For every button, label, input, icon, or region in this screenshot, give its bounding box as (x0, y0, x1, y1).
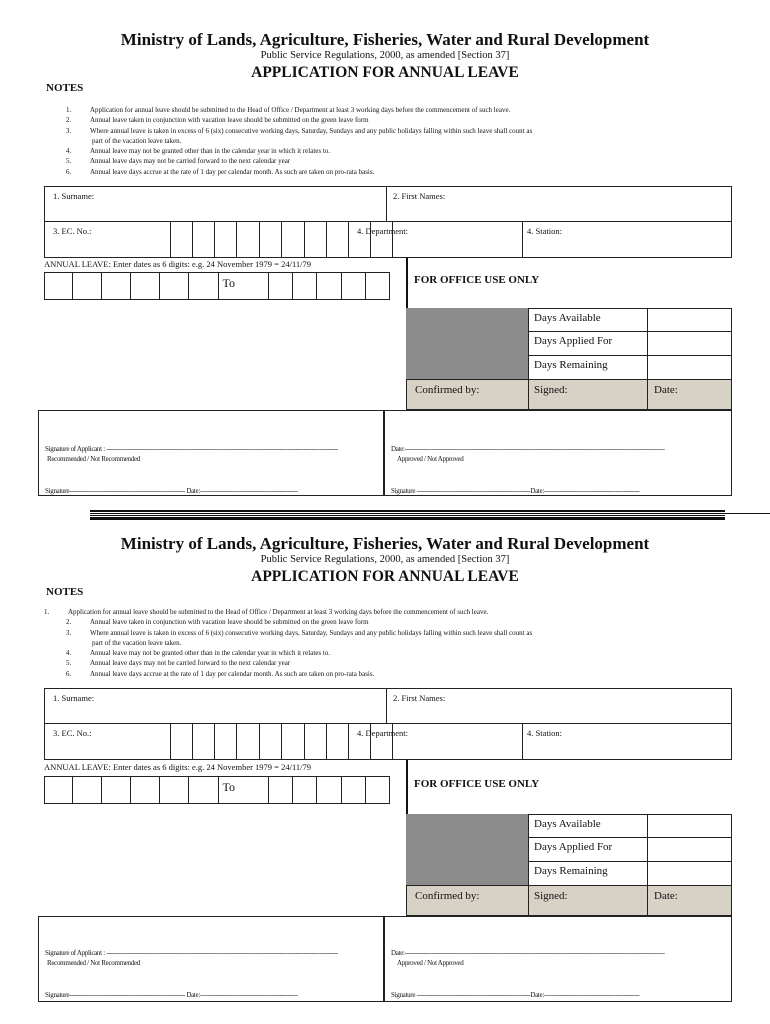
approver-signature-line[interactable]: Signature --------------------------------------------------------Date:----------------------------------------------- (391, 991, 640, 999)
days-applied-label: Days Applied For (534, 841, 613, 853)
days-available-label: Days Available (534, 312, 601, 324)
date-label: Date: (654, 890, 678, 902)
days-available-field[interactable] (647, 308, 732, 332)
office-use-table (406, 814, 732, 916)
notes-heading: NOTES (46, 586, 84, 598)
recommender-signature-line[interactable]: Signature--------------------------------------------------------- Date:------------------------------------------------ (45, 487, 298, 495)
recommended-label: Recommended / Not Recommended (47, 455, 140, 463)
to-label: To (222, 276, 235, 290)
approval-date-line[interactable]: Date:-------------------------------------------------------------------------------------------------------------------------------- (391, 445, 665, 453)
ministry-title: Ministry of Lands, Agriculture, Fisheries, Water and Rural Development (120, 30, 650, 49)
regulation-subtitle: Public Service Regulations, 2000, as amended [Section 37] (260, 50, 510, 61)
surname-label: 1. Surname: (53, 191, 95, 201)
applicant-signature-line[interactable]: Signature of Applicant : ------------------------------------------------------------------------------------------------------------------ (45, 949, 338, 957)
approved-label: Approved / Not Approved (397, 959, 464, 967)
ec-number-label: 3. EC. No.: (53, 728, 92, 738)
office-use-heading: FOR OFFICE USE ONLY (414, 274, 540, 286)
station-label: 4. Station: (527, 226, 562, 236)
recommended-label: Recommended / Not Recommended (47, 959, 140, 967)
confirmed-by-label: Confirmed by: (415, 384, 480, 396)
signed-label: Signed: (534, 890, 568, 902)
ec-row (44, 724, 732, 760)
leave-dates-field[interactable] (44, 272, 390, 300)
regulation-subtitle: Public Service Regulations, 2000, as amended [Section 37] (260, 554, 510, 565)
surname-field[interactable] (115, 703, 375, 719)
surname-field[interactable] (115, 201, 375, 217)
approver-signature-line[interactable]: Signature --------------------------------------------------------Date:----------------------------------------------- (391, 487, 640, 495)
first-names-label: 2. First Names: (393, 191, 446, 201)
to-label: To (222, 780, 235, 794)
annual-leave-instructions: ANNUAL LEAVE: Enter dates as 6 digits: e.g. 24 November 1979 = 24/11/79 (44, 259, 311, 269)
days-remaining-label: Days Remaining (534, 865, 608, 877)
date-label: Date: (654, 384, 678, 396)
days-remaining-field[interactable] (647, 861, 732, 886)
applicant-signature-line[interactable]: Signature of Applicant : ------------------------------------------------------------------------------------------------------------------ (45, 445, 338, 453)
office-use-table (406, 308, 732, 410)
form-title: APPLICATION FOR ANNUAL LEAVE (251, 64, 519, 81)
leave-form-1: Ministry of Lands, Agriculture, Fisheries, Water and Rural Development Public Service Regulations, 2000, as amended [Section 37] APPLICATION FOR ANNUAL LEAVE NOTES 1. Application for annual leave should be submitted to the Head of Office / Department at least 3 working days before the commencement of such leave. 2. Annual leave taken in conjunction with vacation leave should be submitted on the green leave form 3. Where annual leave is taken in excess of 6 (six) consecutive working days, Saturday, Sundays and any public holidays falling within such leave shall count as part of the vacation leave taken. 4. Annual leave may not be granted other than in the calendar year in which it relates to. 5. Annual leave days may not be carried forward to the next calendar year 6. Annual leave days accrue at the rate of 1 day per calendar month. As such are taken on pro-rata basis. 1. Surname: 2. First Names: 3. EC. No.: 4. Department: 4. Station: ANNUAL LEAVE: Enter dates as 6 digits: e.g. 24 November 1979 = 24/11/79 To FOR OFFICE USE ONLY Days Available Days Applied For Days Remaining Confirmed by: Signed: Date: Signature of Applicant : ------------------------------------------------------------------------------------------------------------------ Recommended / Not Recommended Signature--------------------------------------------------------- Date:------------------------------------------------ Date:-------------------------------------------------------------------------------------------------------------------------------- Approved / Not Approved Signature --------------------------------------------------------Date:----------------------------------------------- (0, 0, 770, 500)
name-row (44, 186, 732, 222)
name-row (44, 688, 732, 724)
days-applied-field[interactable] (647, 331, 732, 356)
form-title: APPLICATION FOR ANNUAL LEAVE (251, 568, 519, 585)
approver-signature-box (384, 916, 732, 1002)
signed-label: Signed: (534, 384, 568, 396)
applicant-signature-box (38, 916, 384, 1002)
station-label: 4. Station: (527, 728, 562, 738)
days-remaining-field[interactable] (647, 355, 732, 380)
approved-label: Approved / Not Approved (397, 455, 464, 463)
department-label: 4. Department: (357, 226, 408, 236)
ec-row (44, 222, 732, 258)
notes-heading: NOTES (46, 82, 84, 94)
ec-number-label: 3. EC. No.: (53, 226, 92, 236)
days-remaining-label: Days Remaining (534, 359, 608, 371)
leave-form-2: Ministry of Lands, Agriculture, Fisheries, Water and Rural Development Public Service Regulations, 2000, as amended [Section 37] APPLICATION FOR ANNUAL LEAVE NOTES 1. Application for annual leave should be submitted to the Head of Office / Department at least 3 working days before the commencement of such leave. 2. Annual leave taken in conjunction with vacation leave should be submitted on the green leave form 3. Where annual leave is taken in excess of 6 (six) consecutive working days, Saturday, Sundays and any public holidays falling within such leave shall count as part of the vacation leave taken. 4. Annual leave may not be granted other than in the calendar year in which it relates to. 5. Annual leave days may not be carried forward to the next calendar year 6. Annual leave days accrue at the rate of 1 day per calendar month. As such are taken on pro-rata basis. 1. Surname: 2. First Names: 3. EC. No.: 4. Department: 4. Station: ANNUAL LEAVE: Enter dates as 6 digits: e.g. 24 November 1979 = 24/11/79 To FOR OFFICE USE ONLY Days Available Days Applied For Days Remaining Confirmed by: Signed: Date: Signature of Applicant : ------------------------------------------------------------------------------------------------------------------ Recommended / Not Recommended Signature--------------------------------------------------------- Date:------------------------------------------------ Date:-------------------------------------------------------------------------------------------------------------------------------- Approved / Not Approved Signature --------------------------------------------------------Date:----------------------------------------------- (0, 504, 770, 1024)
first-names-label: 2. First Names: (393, 693, 446, 703)
first-names-field[interactable] (465, 703, 725, 719)
days-applied-field[interactable] (647, 837, 732, 862)
days-available-field[interactable] (647, 814, 732, 838)
surname-label: 1. Surname: (53, 693, 95, 703)
department-label: 4. Department: (357, 728, 408, 738)
approver-signature-box (384, 410, 732, 496)
annual-leave-instructions: ANNUAL LEAVE: Enter dates as 6 digits: e.g. 24 November 1979 = 24/11/79 (44, 762, 311, 772)
first-names-field[interactable] (465, 201, 725, 217)
leave-dates-field[interactable] (44, 776, 390, 804)
confirmed-by-label: Confirmed by: (415, 890, 480, 902)
ministry-title: Ministry of Lands, Agriculture, Fisheries, Water and Rural Development (120, 534, 650, 553)
applicant-signature-box (38, 410, 384, 496)
days-available-label: Days Available (534, 818, 601, 830)
days-applied-label: Days Applied For (534, 335, 613, 347)
approval-date-line[interactable]: Date:-------------------------------------------------------------------------------------------------------------------------------- (391, 949, 665, 957)
office-use-heading: FOR OFFICE USE ONLY (414, 778, 540, 790)
recommender-signature-line[interactable]: Signature--------------------------------------------------------- Date:------------------------------------------------ (45, 991, 298, 999)
